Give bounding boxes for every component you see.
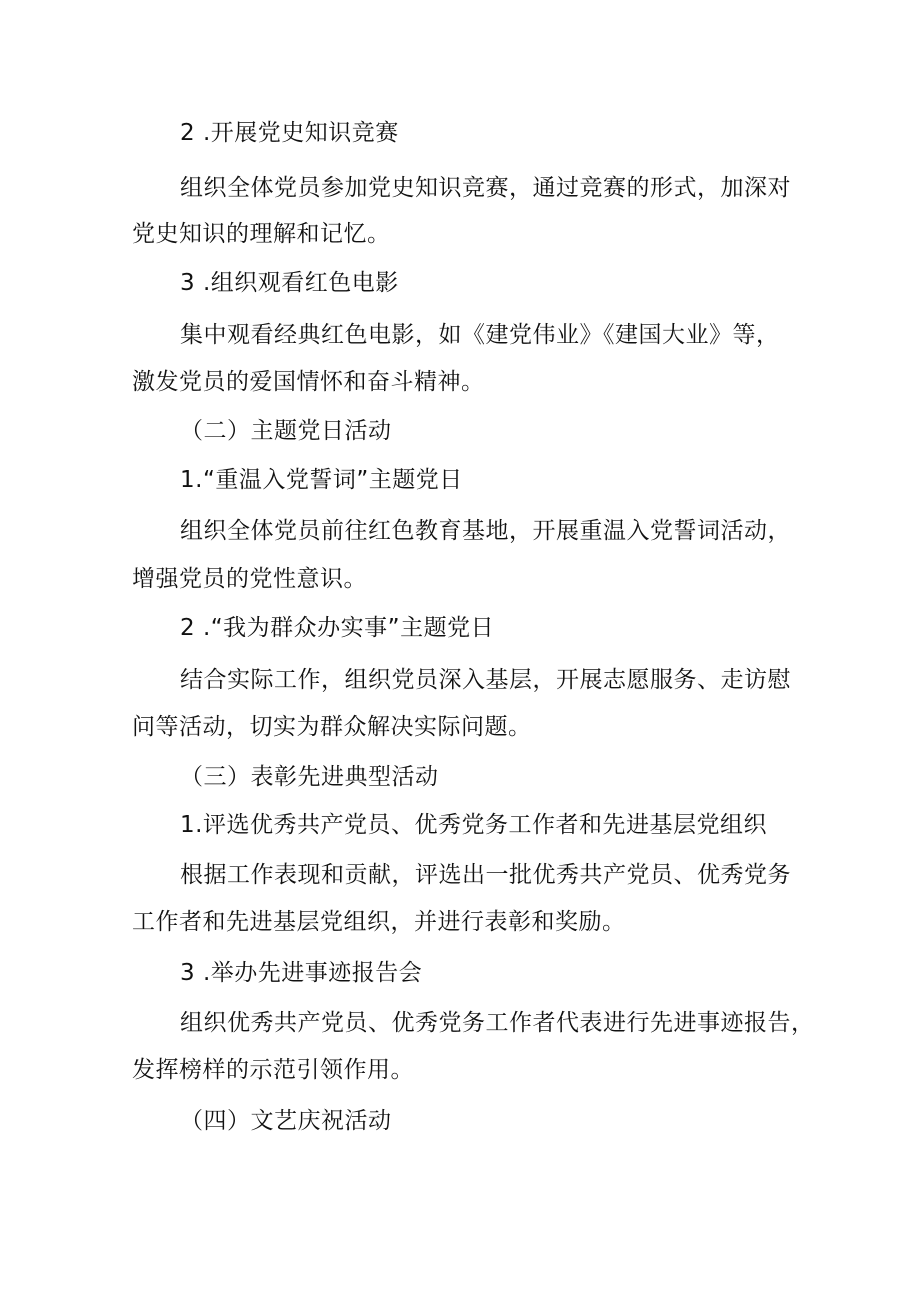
- heading-selection: 1.评选优秀共产党员、优秀党务工作者和先进基层党组织: [180, 812, 767, 838]
- heading-red-movie: 3 .组织观看红色电影: [180, 270, 399, 296]
- paragraph-line: 组织全体党员参加党史知识竞赛，通过竞赛的形式，加深对: [180, 175, 791, 201]
- section-heading-commendation: （三）表彰先进典型活动: [180, 764, 439, 790]
- paragraph-line: 增强党员的党性意识。: [132, 566, 367, 592]
- paragraph-line: 工作者和先进基层党组织，并进行表彰和奖励。: [132, 909, 626, 935]
- paragraph-line: 发挥榜样的示范引领作用。: [132, 1057, 414, 1083]
- paragraph-line: 结合实际工作，组织党员深入基层，开展志愿服务、走访慰: [180, 667, 791, 693]
- paragraph-line: 党史知识的理解和记忆。: [132, 221, 391, 247]
- section-heading-arts-celebration: （四）文艺庆祝活动: [180, 1108, 392, 1134]
- section-heading-theme-party-day: （二）主题党日活动: [180, 418, 392, 444]
- paragraph-line: 问等活动，切实为群众解决实际问题。: [132, 714, 532, 740]
- paragraph-line: 根据工作表现和贡献，评选出一批优秀共产党员、优秀党务: [180, 862, 791, 888]
- paragraph-line: 组织优秀共产党员、优秀党务工作者代表进行先进事迹报告，: [180, 1010, 815, 1036]
- paragraph-line: 集中观看经典红色电影，如《建党伟业》《建国大业》等，: [180, 322, 780, 348]
- heading-practical-deeds: 2 .“我为群众办实事”主题党日: [180, 615, 495, 641]
- paragraph-line: 组织全体党员前往红色教育基地，开展重温入党誓词活动，: [180, 518, 791, 544]
- paragraph-line: 激发党员的爱国情怀和奋斗精神。: [132, 369, 485, 395]
- heading-oath-review: 1.“重温入党誓词”主题党日: [180, 467, 463, 493]
- heading-report-meeting: 3 .举办先进事迹报告会: [180, 960, 423, 986]
- heading-party-history-quiz: 2 .开展党史知识竞赛: [180, 120, 399, 146]
